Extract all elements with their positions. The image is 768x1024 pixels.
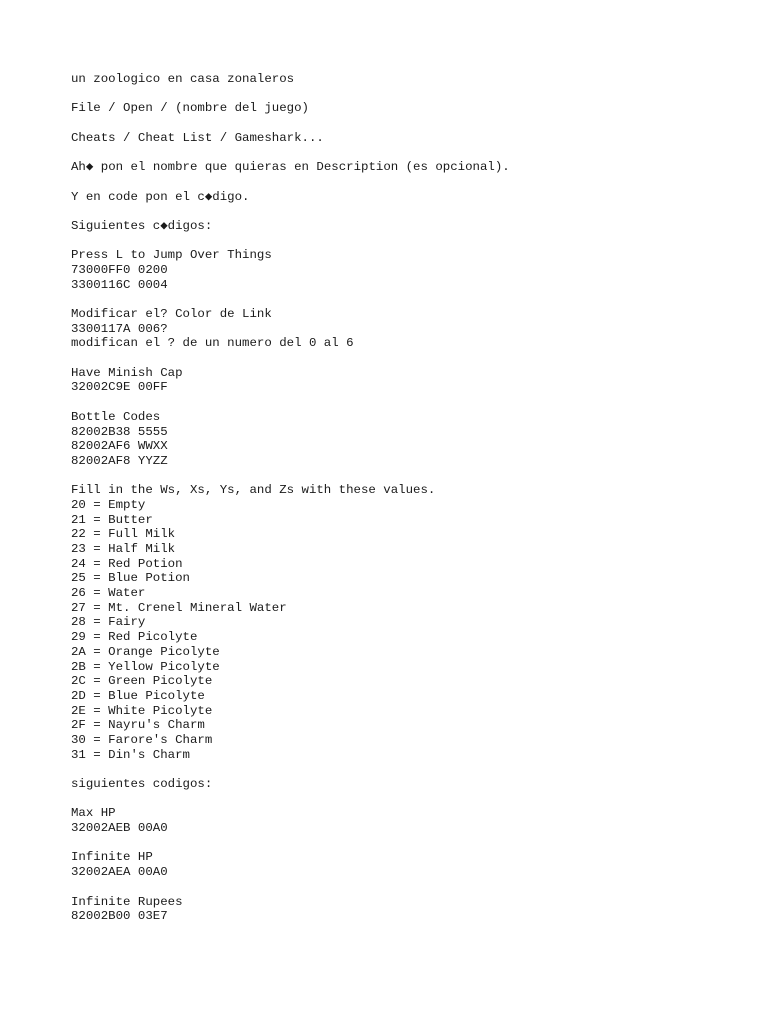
- bottle-value: 2F = Nayru's Charm: [71, 718, 205, 733]
- cheat-bottle: [71, 410, 728, 469]
- cheat-code: 3300116C 0004: [71, 277, 168, 292]
- instruction-line: Siguientes c◆digos:: [71, 218, 213, 233]
- next-section-header-block: [71, 777, 728, 792]
- cheat-name: Infinite HP: [71, 850, 153, 865]
- cheat-jump: [71, 248, 728, 292]
- bottle-value: 25 = Blue Potion: [71, 571, 190, 586]
- cheat-code: 73000FF0 0200: [71, 262, 168, 277]
- cheat-code: 32002C9E 00FF: [71, 380, 168, 395]
- next-section-header: siguientes codigos:: [71, 777, 213, 791]
- bottle-value: 2E = White Picolyte: [71, 703, 213, 718]
- bottle-value: 31 = Din's Charm: [71, 747, 190, 762]
- cheat-code: 3300117A 006?: [71, 321, 168, 336]
- instruction-line: Cheats / Cheat List / Gameshark...: [71, 130, 324, 145]
- cheat-name: Bottle Codes: [71, 409, 161, 424]
- cheat-code: 82002AF6 WWXX: [71, 439, 168, 454]
- cheat-minish-cap: [71, 366, 728, 395]
- document-title-block: [71, 72, 728, 87]
- bottle-value: 26 = Water: [71, 586, 146, 601]
- cheat-code: 32002AEA 00A0: [71, 865, 168, 880]
- cheat-name: Press L to Jump Over Things: [71, 248, 272, 263]
- cheat-code: 82002B38 5555: [71, 424, 168, 439]
- cheat-code: 82002B00 03E7: [71, 909, 168, 924]
- bottle-value: 2A = Orange Picolyte: [71, 644, 220, 659]
- cheat-code: 32002AEB 00A0: [71, 821, 168, 836]
- instruction-block: [71, 160, 728, 175]
- bottle-value: 24 = Red Potion: [71, 556, 183, 571]
- bottle-value: 21 = Butter: [71, 512, 153, 527]
- bottle-value: 2B = Yellow Picolyte: [71, 659, 220, 674]
- cheat-note: modifican el ? de un numero del 0 al 6: [71, 336, 354, 351]
- bottle-value: 30 = Farore's Charm: [71, 732, 213, 747]
- bottle-value: 2D = Blue Picolyte: [71, 688, 205, 703]
- cheat-name: Modificar el? Color de Link: [71, 307, 272, 321]
- bottle-values-intro: Fill in the Ws, Xs, Ys, and Zs with these values.: [71, 483, 436, 498]
- cheat-code: 82002AF8 YYZZ: [71, 453, 168, 468]
- bottle-value: 28 = Fairy: [71, 615, 146, 630]
- document-title: un zoologico en casa zonaleros: [71, 72, 295, 86]
- instruction-line: File / Open / (nombre del juego): [71, 101, 309, 116]
- instruction-block: [71, 101, 728, 116]
- instruction-line: Y en code pon el c◆digo.: [71, 189, 250, 204]
- cheat-name: Infinite Rupees: [71, 894, 183, 909]
- cheat-name: Max HP: [71, 806, 116, 821]
- instruction-block: [71, 219, 728, 234]
- cheat-infinite-hp: [71, 850, 728, 879]
- bottle-value: 20 = Empty: [71, 497, 146, 512]
- document-body: [71, 72, 728, 939]
- instruction-line: Ah◆ pon el nombre que quieras en Description (es opcional).: [71, 160, 510, 175]
- instruction-block: [71, 190, 728, 205]
- bottle-values-list: [71, 483, 728, 762]
- bottle-value: 27 = Mt. Crenel Mineral Water: [71, 600, 287, 615]
- cheat-infinite-rupees: [71, 895, 728, 924]
- bottle-value: 23 = Half Milk: [71, 542, 176, 556]
- bottle-value: 29 = Red Picolyte: [71, 630, 198, 645]
- bottle-value: 2C = Green Picolyte: [71, 674, 213, 689]
- cheat-max-hp: [71, 806, 728, 835]
- cheat-name: Have Minish Cap: [71, 365, 183, 380]
- bottle-value: 22 = Full Milk: [71, 527, 176, 542]
- instruction-block: [71, 131, 728, 146]
- cheat-link-color: [71, 307, 728, 351]
